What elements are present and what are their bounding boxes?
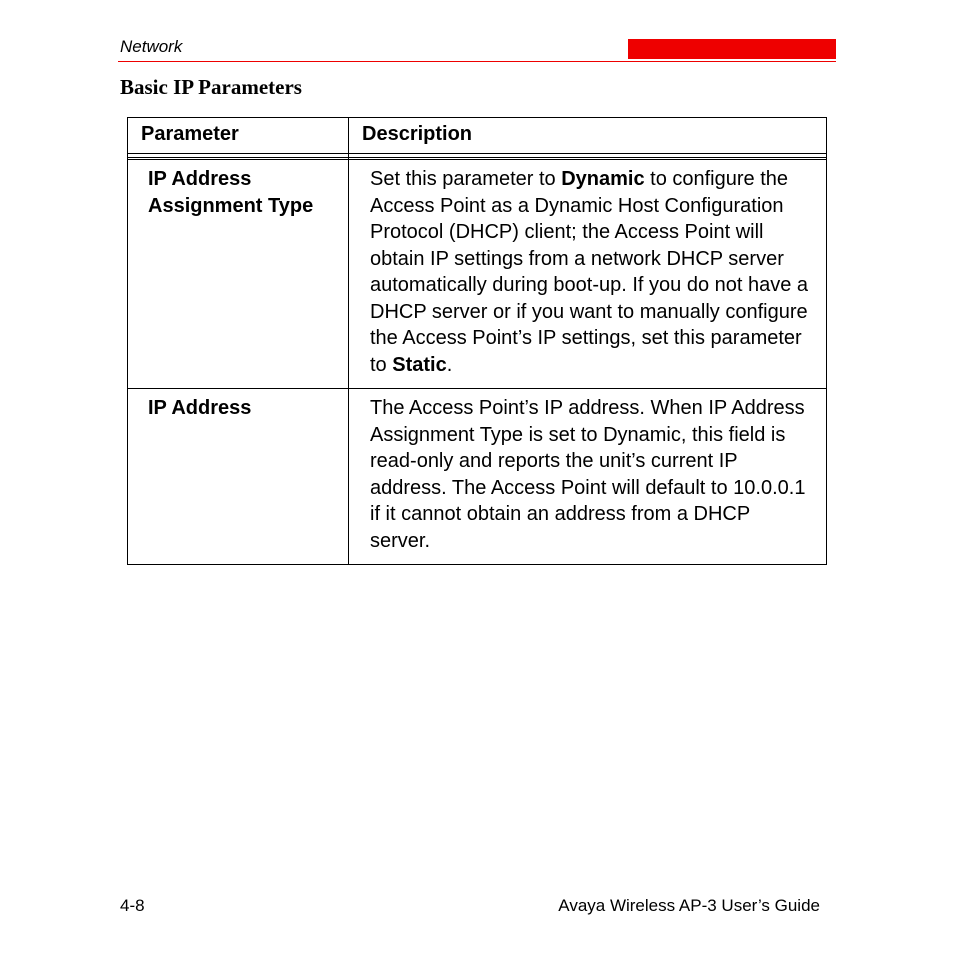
parameter-name: IP Address xyxy=(128,389,349,564)
section-title: Basic IP Parameters xyxy=(120,75,302,99)
parameter-description xyxy=(349,160,826,388)
bold-text-run: Dynamic xyxy=(561,168,645,190)
table-row xyxy=(128,388,826,564)
text-run: The Access Point’s IP address. When IP Address Assignment Type is set to Dynamic, this field is read-only and reports the unit’s current IP address. The Access Point will default to 10.0.0.1 if it cannot obtain an address from a DHCP server. xyxy=(370,397,806,552)
column-header-parameter: Parameter xyxy=(128,118,349,153)
table-header-row xyxy=(128,118,826,154)
running-header-section: Network xyxy=(120,37,183,56)
header-rule xyxy=(118,61,836,62)
parameter-description xyxy=(349,389,826,564)
column-header-description: Description xyxy=(362,123,473,145)
parameter-table xyxy=(127,117,827,565)
page-number: 4-8 xyxy=(120,896,145,915)
text-run: Set this parameter to xyxy=(370,168,562,190)
text-run: . xyxy=(446,353,453,376)
bold-text-run: Static xyxy=(392,353,447,376)
text-run: to configure the Access Point as a Dynamic Host Configuration Protocol (DHCP) client; the Access Point will obtain IP settings from a network DHCP server automatically during boot-up. If you do not have a DHCP server or if you want to manually configure the Access Point’s IP settings, set this parameter to xyxy=(370,168,809,376)
table-row xyxy=(128,159,826,388)
parameter-name: IP Address Assignment Type xyxy=(128,160,349,388)
guide-title: Avaya Wireless AP-3 User’s Guide xyxy=(558,896,820,915)
header-accent-bar xyxy=(628,39,836,59)
